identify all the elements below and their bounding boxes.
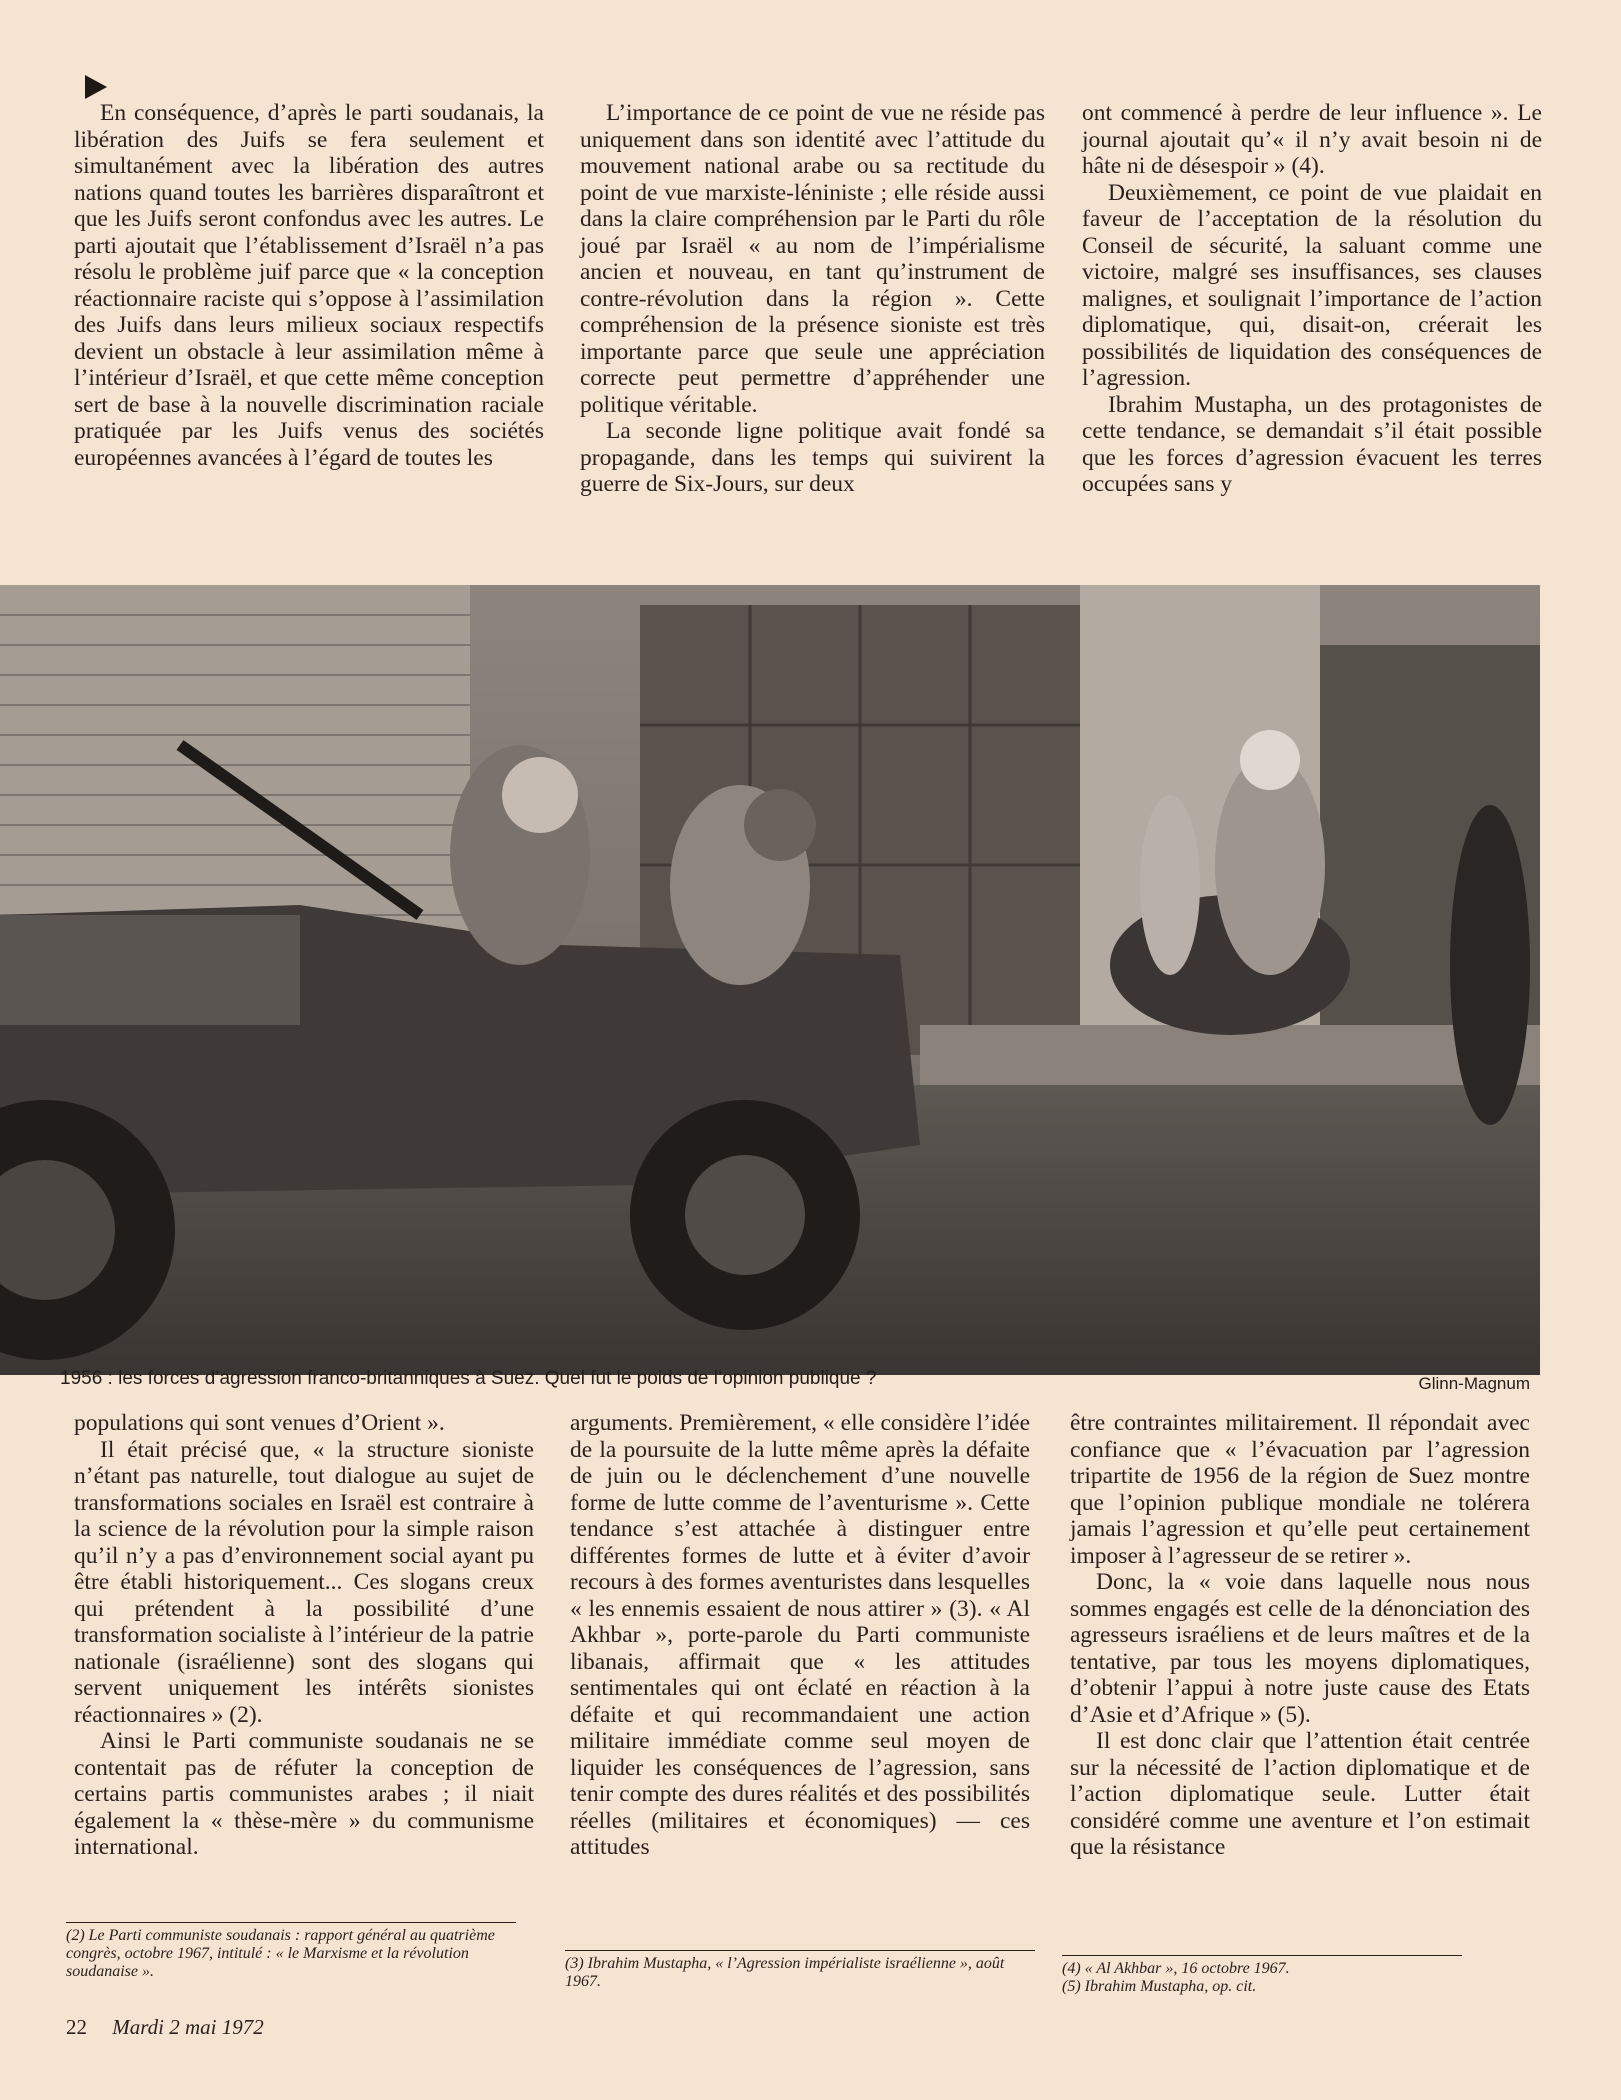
top-column-2 bbox=[580, 100, 1045, 498]
continuation-arrow-icon bbox=[85, 75, 107, 99]
top-column-3 bbox=[1082, 100, 1542, 498]
paragraph: Ibrahim Mustapha, un des protagonistes de cette tendance, se demandait s’il était possible que les forces d’agression évacuent les terres occupées sans y bbox=[1082, 391, 1542, 497]
page-number: 22 bbox=[66, 2015, 87, 2039]
paragraph: En conséquence, d’après le parti soudanais, la libération des Juifs se fera seulement et simultanément avec la libération des autres nations quand toutes les barrières disparaîtront et que les Juifs seront confondus avec les autres. Le parti ajoutait que l’établissement d’Israël n’a pas résolu le problème juif parce que « la conception réactionnaire raciste qui s’oppose à l’assimilation des Juifs dans leurs milieux sociaux respectifs devient un obstacle à leur assimilation même à l’intérieur d’Israël, et que cette même conception sert de base à la nouvelle discrimination raciale pratiquée par les Juifs venus des sociétés européennes avancées à l’égard de toutes les bbox=[74, 100, 544, 471]
page-footer bbox=[66, 2015, 264, 2040]
paragraph: populations qui sont venues d’Orient ». bbox=[74, 1410, 445, 1436]
bottom-column-2 bbox=[570, 1410, 1030, 1861]
footnote-2: (2) Le Parti communiste soudanais : rapport général au quatrième congrès, octobre 1967, intitulé : « le Marxisme et la révolution soudanaise ». bbox=[66, 1922, 516, 1981]
paragraph: La seconde ligne politique avait fondé sa propagande, dans les temps qui suivirent la guerre de Six-Jours, sur deux bbox=[580, 418, 1045, 497]
photo-credit: Glinn-Magnum bbox=[1418, 1374, 1530, 1393]
photo-suez-jeep bbox=[0, 585, 1540, 1375]
issue-date: Mardi 2 mai 1972 bbox=[112, 2015, 264, 2039]
footnotes-4-5 bbox=[1062, 1955, 1462, 1996]
paragraph: Deuxièmement, ce point de vue plaidait en faveur de l’acceptation de la résolution du Conseil de sécurité, la saluant comme une victoire, malgré ses insuffisances, ses clauses malignes, et soulignait l’importance de l’action diplomatique, qui, disait-on, créerait les possibilités de liquidation des conséquences de l’agression. bbox=[1082, 179, 1542, 391]
paragraph: Il était précisé que, « la structure sioniste n’étant pas naturelle, tout dialogue au sujet de transformations sociales en Israël est contraire à la science de la révolution pour la simple raison qu’il n’y a pas d’environnement social ayant pu être établi historiquement... Ces slogans creux qui prétendent à la possibilité d’une transformation socialiste à l’intérieur de la patrie nationale (israélienne) sont des slogans qui servent uniquement les intérêts sionistes réactionnaires » (2). bbox=[74, 1436, 534, 1728]
paragraph: Donc, la « voie dans laquelle nous nous sommes engagés est celle de la dénonciation des agresseurs israéliens et de leurs maîtres et de la tentative, par tous les moyens diplomatiques, d’obtenir l’appui à notre juste cause des Etats d’Asie et d’Afrique » (5). bbox=[1070, 1569, 1530, 1728]
paragraph: être contraintes militairement. Il répondait avec confiance que « l’évacuation par l’agression tripartite de 1956 de la région de Suez montre que l’opinion publique mondiale ne tolérera jamais l’agression et qu’elle peut certainement imposer à l’agresseur de se retirer ». bbox=[1070, 1410, 1530, 1569]
bottom-column-1 bbox=[74, 1410, 534, 1861]
photo-caption bbox=[60, 1368, 1540, 1393]
footnote-5: (5) Ibrahim Mustapha, op. cit. bbox=[1062, 1978, 1257, 1995]
paragraph: L’importance de ce point de vue ne réside pas uniquement dans son identité avec l’attitude du mouvement national arabe ou sa rectitude du point de vue marxiste-léniniste ; elle réside aussi dans la claire compréhension par le Parti du rôle joué par Israël « au nom de l’impérialisme ancien et nouveau, en tant qu’instrument de contre-révolution dans la région ». Cette compréhension de la présence sioniste est très importante parce que seule une appréciation correcte peut permettre d’appréhender une politique véritable. bbox=[580, 100, 1045, 418]
footnote-4: (4) « Al Akhbar », 16 octobre 1967. bbox=[1062, 1960, 1290, 1977]
photo-illustration bbox=[0, 585, 1540, 1375]
paragraph: arguments. Premièrement, « elle considère l’idée de la poursuite de la lutte même après la défaite de juin ou le déclenchement d’une nouvelle forme de lutte comme de l’aventurisme ». Cette tendance s’est attachée à distinguer entre différentes formes de lutte et à éviter d’avoir recours à des formes aventuristes dans lesquelles « les ennemis essaient de nous attirer » (3). « Al Akhbar », porte-parole du Parti communiste libanais, affirmait que « les attitudes sentimentales qui ont éclaté en réaction à la défaite et qui recommandaient une action militaire immédiate comme seul moyen de liquider les conséquences de l’agression, sans tenir compte des dures réalités et des possibilités réelles (militaires et économiques) — ces attitudes bbox=[570, 1410, 1030, 1860]
top-column-1 bbox=[74, 100, 544, 471]
caption-text: 1956 : les forces d’agression franco-britanniques à Suez. Quel fut le poids de l’opinion publique ? bbox=[60, 1368, 877, 1389]
paragraph: Ainsi le Parti communiste soudanais ne se contentait pas de réfuter la conception de certains partis communistes arabes ; il niait également la « thèse-mère » du communisme international. bbox=[74, 1728, 534, 1860]
bottom-column-3 bbox=[1070, 1410, 1530, 1861]
paragraph: Il est donc clair que l’attention était centrée sur la nécessité de l’action diplomatique et de l’action diplomatique seule. Lutter était considéré comme une aventure et l’on estimait que la résistance bbox=[1070, 1728, 1530, 1860]
paragraph: ont commencé à perdre de leur influence ». Le journal ajoutait qu’« il n’y avait besoin ni de hâte ni de désespoir » (4). bbox=[1082, 100, 1542, 179]
footnote-3: (3) Ibrahim Mustapha, « l’Agression impérialiste israélienne », août 1967. bbox=[565, 1950, 1035, 1991]
